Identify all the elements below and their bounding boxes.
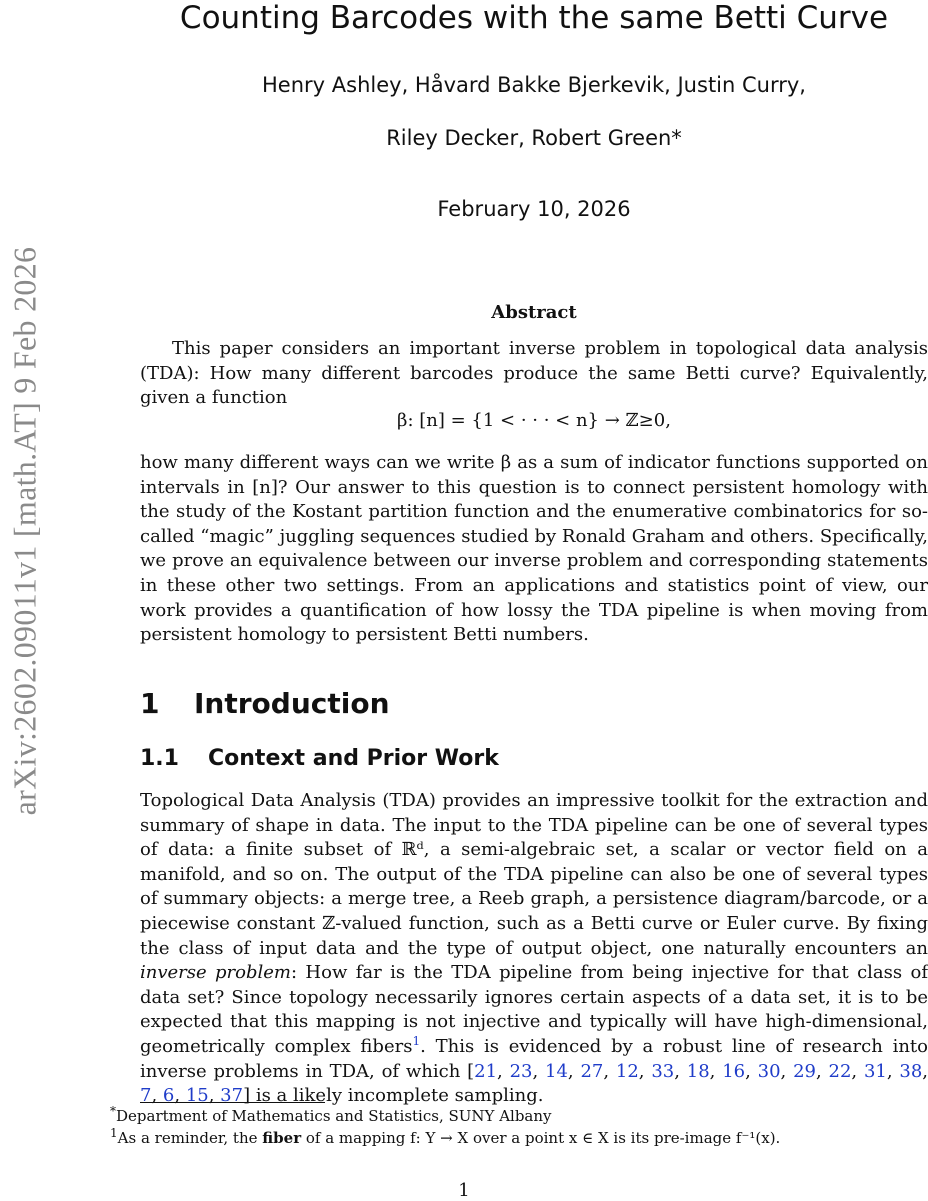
- citation-link[interactable]: 33: [651, 1060, 675, 1082]
- footnote-star-mark: *: [110, 1104, 116, 1118]
- abstract-heading: Abstract: [491, 302, 577, 323]
- footnote-affiliation: [110, 1106, 552, 1127]
- section-number: 1: [140, 687, 160, 720]
- section-heading-introduction: [140, 684, 390, 724]
- intro-text-part-2: : How far is the TDA pipeline from being injective for that class of data set? Since topology necessarily ignores certain aspects of a data set, it is to be expected that this mapping is not injective and typically will have high-dimensional, geometrically complex fibers: [140, 962, 928, 1057]
- subsection-heading-context: [140, 743, 499, 775]
- citation-link[interactable]: 14: [545, 1060, 568, 1082]
- footnote-fiber: [110, 1128, 780, 1149]
- citation-link[interactable]: 29: [793, 1060, 816, 1082]
- abstract-paragraph-2: how many different ways can we write β as a sum of indicator functions supported on intervals in [n]? Our answer to this question is to connect persistent homology with the study of the Kostant partition function and the enumerative combinatorics for so-called “magic” juggling sequences studied by Ronald Graham and others. Specifically, we prove an equivalence between our inverse problem and corresponding statements in these other two settings. From an applications and statistics point of view, our work provides a quantification of how lossy the TDA pipeline is when moving from persistent homology to persistent Betti numbers.: [140, 452, 928, 646]
- citation-link[interactable]: 7: [140, 1085, 152, 1107]
- abstract-paragraph-1: This paper considers an important inverse problem in topological data analysis (TDA): How many different barcodes produce the same Betti curve? Equivalently, given a function: [140, 338, 928, 409]
- abstract-formula: β: [n] = {1 < · · · < n} → ℤ≥0,: [397, 410, 671, 431]
- citation-link[interactable]: 16: [722, 1060, 746, 1082]
- citation-link[interactable]: 12: [615, 1060, 639, 1082]
- subsection-title: Context and Prior Work: [208, 746, 499, 771]
- footnote-affiliation-text: Department of Mathematics and Statistics, SUNY Albany: [116, 1107, 552, 1125]
- intro-text-part-4: ] is a likely incomplete sampling.: [243, 1085, 544, 1107]
- footnote-fiber-text-1: As a reminder, the: [117, 1129, 263, 1147]
- citation-link[interactable]: 30: [757, 1060, 781, 1082]
- intro-paragraph: [140, 789, 928, 1109]
- subsection-number: 1.1: [140, 746, 179, 771]
- paper-date: February 10, 2026: [437, 197, 631, 221]
- section-title: Introduction: [194, 687, 390, 720]
- citation-link[interactable]: 6: [162, 1085, 175, 1107]
- citation-link[interactable]: 22: [828, 1060, 852, 1082]
- intro-text-part-1: Topological Data Analysis (TDA) provides an impressive toolkit for the extraction and summary of shape in data. The input to the TDA pipeline can be one of several types of data: a finite subset of ℝᵈ, a semi-algebraic set, a scalar or vector field on a manifold, and so on. The output of the TDA pipeline can also be one of several types of summary objects: a merge tree, a Reeb graph, a persistence diagram/barcode, or a piecewise constant ℤ-valued function, such as a Betti curve or Euler curve. By fixing the class of input data and the type of output object, one naturally encounters an: [140, 790, 928, 959]
- citation-link[interactable]: 23: [509, 1060, 533, 1082]
- citation-link[interactable]: 18: [686, 1060, 710, 1082]
- citation-link[interactable]: 38: [899, 1060, 923, 1082]
- authors-line-2: Riley Decker, Robert Green*: [386, 126, 682, 150]
- footnote-fiber-term: fiber: [262, 1129, 302, 1147]
- authors-line-1: Henry Ashley, Håvard Bakke Bjerkevik, Justin Curry,: [262, 73, 806, 97]
- citation-link[interactable]: 15: [185, 1085, 209, 1107]
- citation-link[interactable]: 37: [220, 1085, 244, 1107]
- citation-link[interactable]: 21: [474, 1060, 498, 1082]
- arxiv-identifier: arXiv:2602.09011v1 [math.AT] 9 Feb 2026: [6, 246, 43, 816]
- footnote-fiber-text-2: of a mapping f: Y → X over a point x ∈ X is its pre-image f⁻¹(x).: [301, 1129, 781, 1147]
- page-number: 1: [458, 1180, 470, 1201]
- paper-title: Counting Barcodes with the same Betti Curve: [179, 0, 889, 36]
- inverse-problem-term: inverse problem: [140, 962, 291, 984]
- citation-link[interactable]: 27: [580, 1060, 604, 1082]
- footnote-1-link[interactable]: 1: [412, 1033, 421, 1048]
- arxiv-side-stamp: [2, 196, 48, 866]
- footnote-1-mark: 1: [110, 1126, 118, 1140]
- citation-link[interactable]: 31: [863, 1060, 887, 1082]
- citation-list: 21, 23, 14, 27, 12, 33, 18, 16, 30, 29, 22, 31, 38, 7, 6, 15, 37: [140, 1060, 928, 1107]
- footnote-divider: [140, 1102, 325, 1103]
- intro-text-part-3: . This is evidenced by a robust line of research into inverse problems in TDA, of which [: [140, 1035, 928, 1082]
